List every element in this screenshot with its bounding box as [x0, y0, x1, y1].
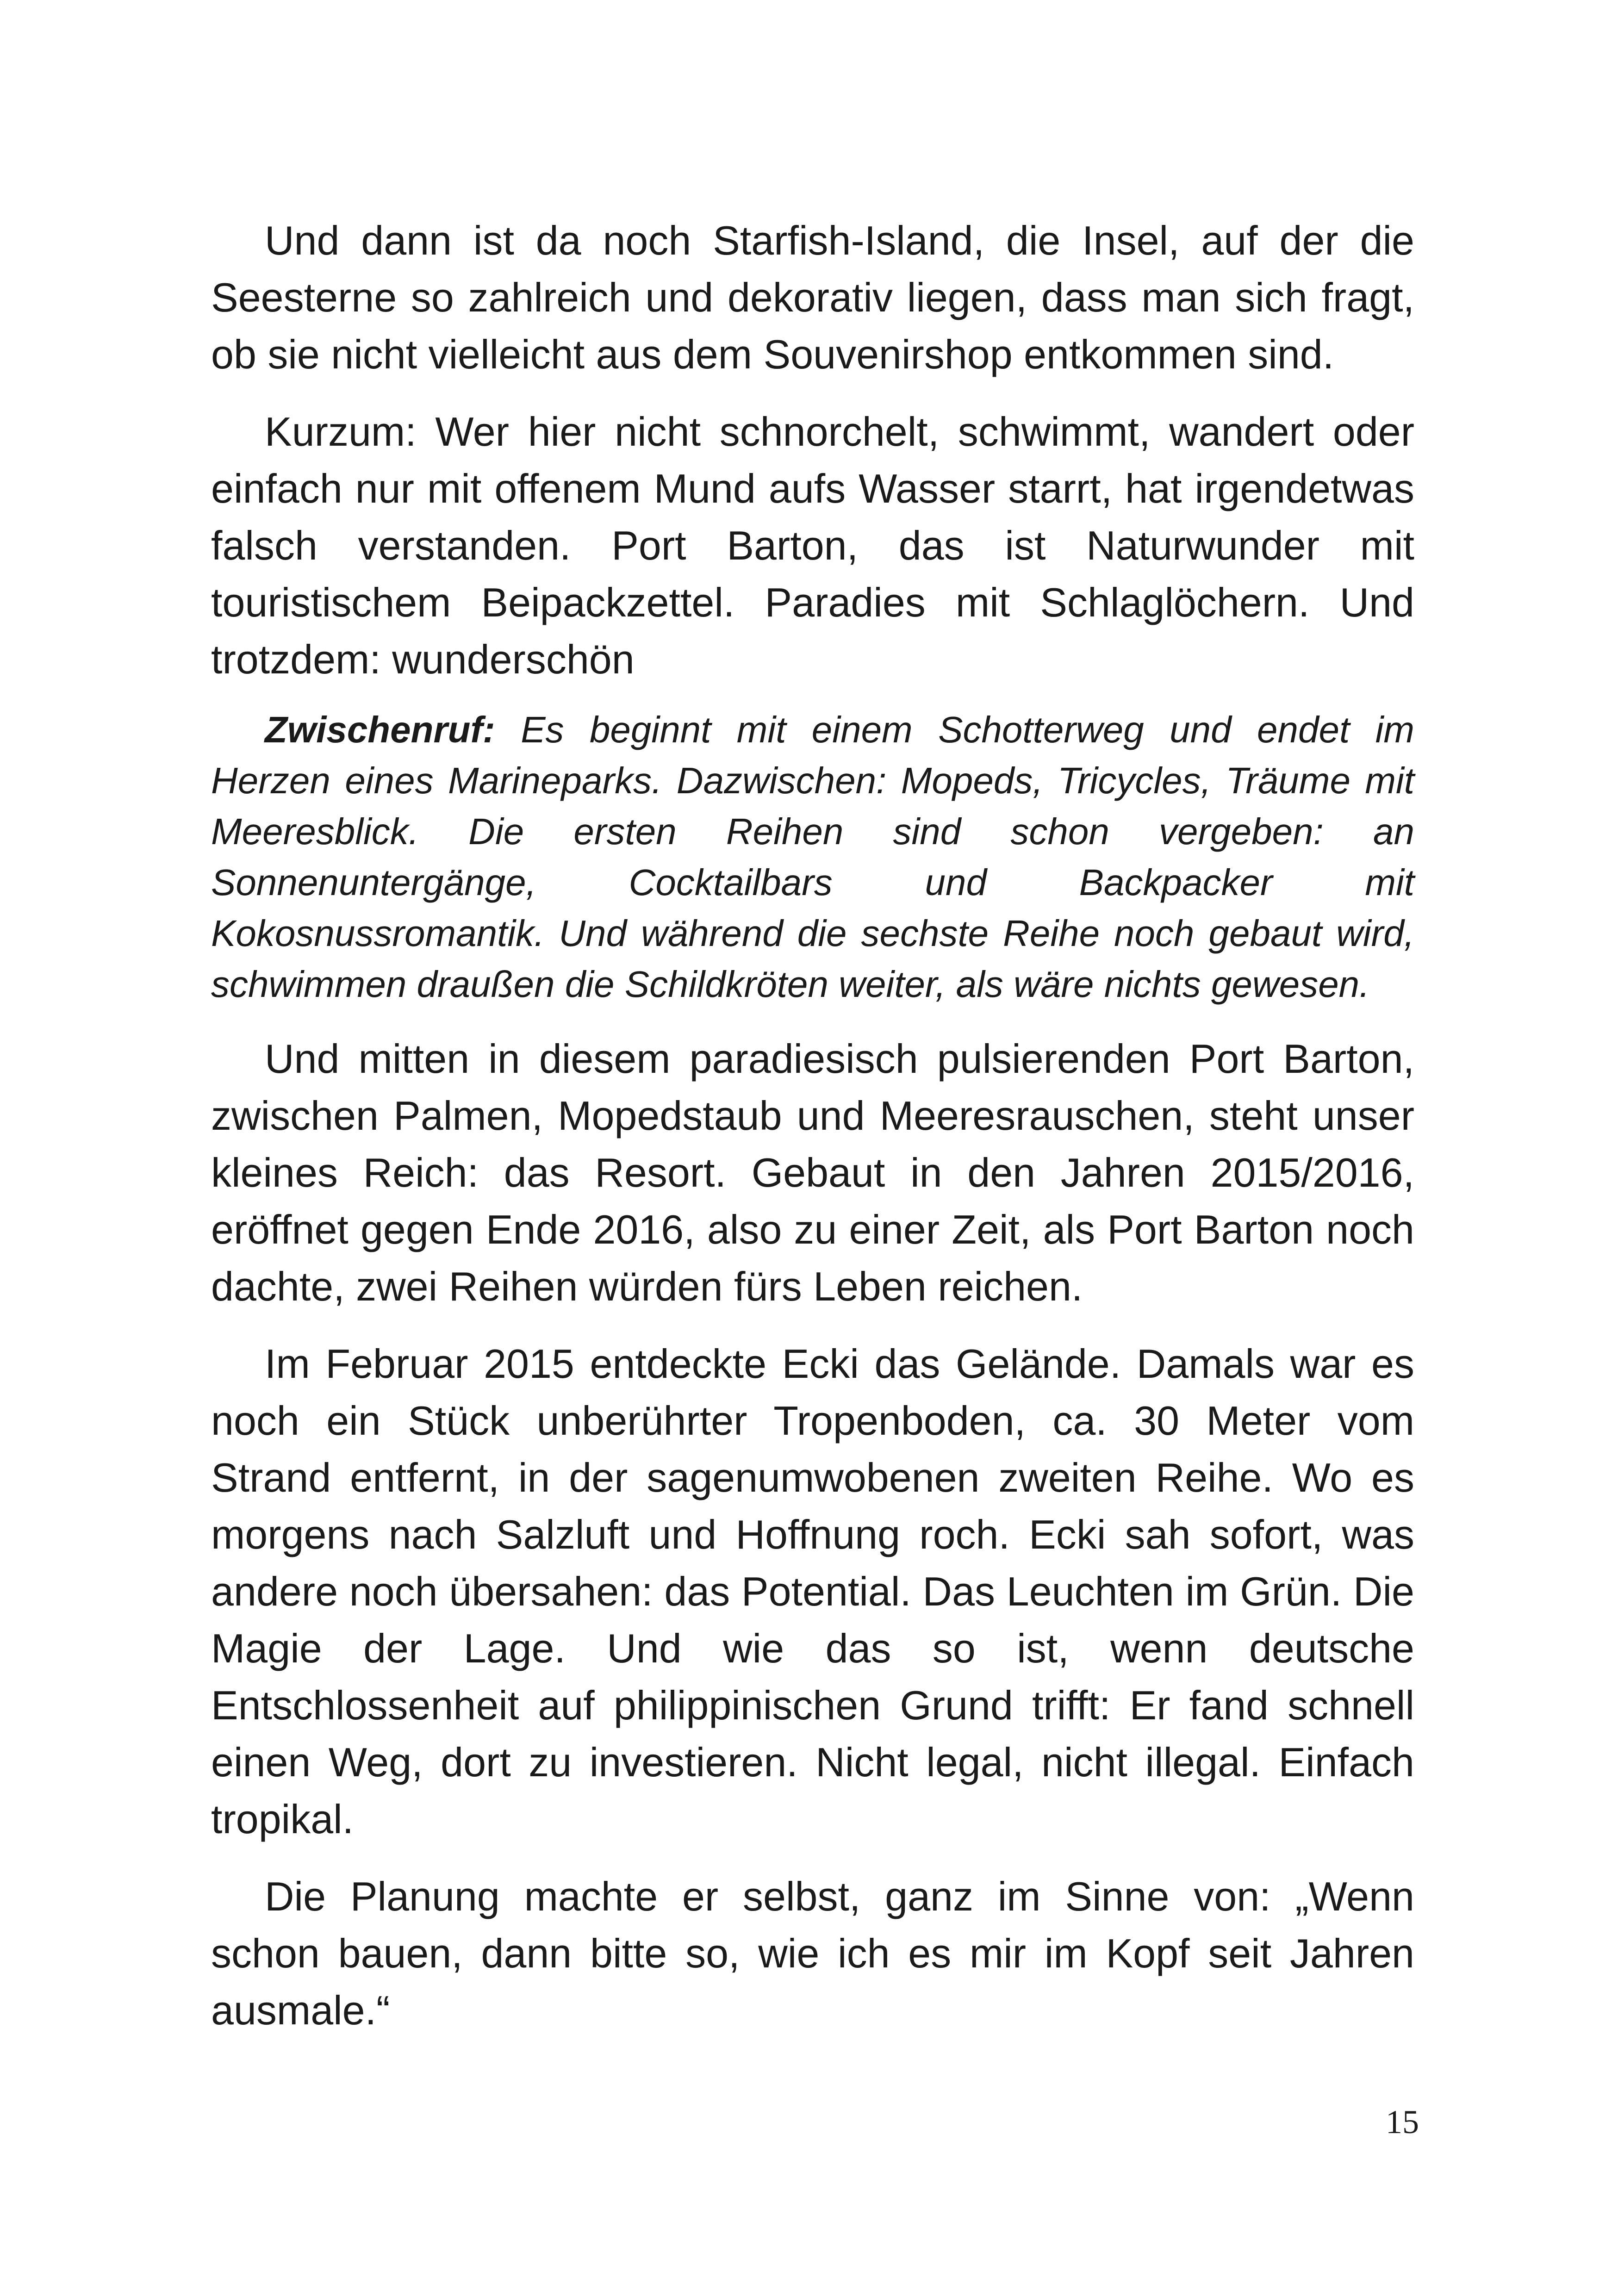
page-number: 15 [1386, 2103, 1419, 2140]
paragraph-kurzum: Kurzum: Wer hier nicht schnorchelt, schwimmt, wandert oder einfach nur mit offenem Mund aufs Wasser starrt, hat irgendetwas falsch verstanden. Port Barton, das ist Naturwunder mit touristischem Beipackzettel. Paradies mit Schlaglöchern. Und trotzdem: wunderschön [211, 409, 1414, 682]
interjection-text: Es beginnt mit einem Schotterweg und endet im Herzen eines Marineparks. Dazwischen: Mopeds, Tricycles, Träume mit Meeresblick. Die ersten Reihen sind schon vergeben: an Sonnenuntergänge, Cocktailbars und Backpacker mit Kokosnussromantik. Und während die sechste Reihe noch gebaut wird, schwimmen draußen die Schildkröten weiter, als wäre nichts gewesen. [211, 709, 1414, 1005]
interjection-label: Zwischenruf: [265, 709, 495, 750]
paragraph-resort: Und mitten in diesem paradiesisch pulsierenden Port Barton, zwischen Palmen, Mopedstaub und Meeresrauschen, steht unser kleines Reich: das Resort. Gebaut in den Jahren 2015/2016, eröffnet gegen Ende 2016, also zu einer Zeit, als Port Barton noch dachte, zwei Reihen würden fürs Leben reichen. [211, 1036, 1414, 1309]
paragraph-starfish-island: Und dann ist da noch Starfish-Island, die Insel, auf der die Seesterne so zahlreich und dekorativ liegen, dass man sich fragt, ob sie nicht vielleicht aus dem Souvenirshop entkommen sind. [211, 218, 1414, 377]
body-text [211, 212, 1414, 2039]
paragraph-planung: Die Planung machte er selbst, ganz im Sinne von: „Wenn schon bauen, dann bitte so, wie ich es mir im Kopf seit Jahren ausmale.“ [211, 1873, 1414, 2033]
interjection [211, 704, 1414, 1010]
paragraph-februar-2015: Im Februar 2015 entdeckte Ecki das Gelände. Damals war es noch ein Stück unberührter Tropenboden, ca. 30 Meter vom Strand entfernt, in der sagenumwobenen zweiten Reihe. Wo es morgens nach Salzluft und Hoffnung roch. Ecki sah sofort, was andere noch übersahen: das Potential. Das Leuchten im Grün. Die Magie der Lage. Und wie das so ist, wenn deutsche Entschlossenheit auf philippinischen Grund trifft: Er fand schnell einen Weg, dort zu investieren. Nicht legal, nicht illegal. Einfach tropikal. [211, 1341, 1414, 1842]
